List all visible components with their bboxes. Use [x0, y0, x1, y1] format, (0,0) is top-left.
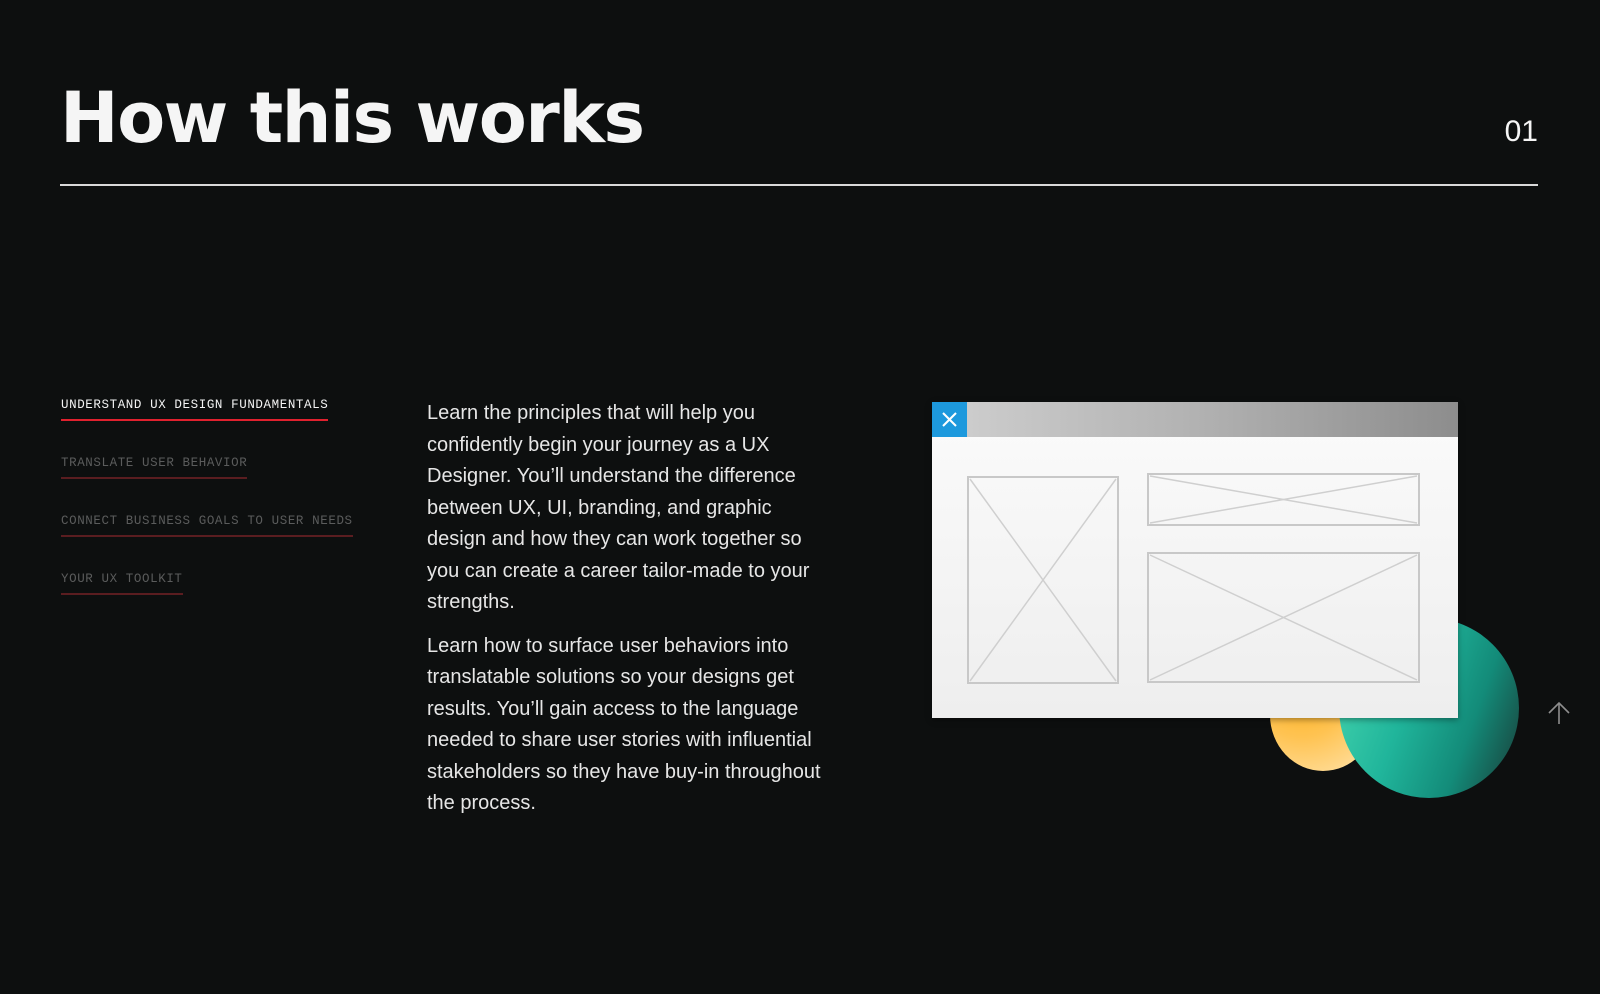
nav-item-ux-fundamentals — [61, 396, 381, 421]
page-number: 01 — [1504, 115, 1538, 148]
image-placeholder-wide — [1147, 552, 1420, 683]
title-divider — [60, 184, 1538, 186]
arrow-up-icon[interactable] — [1546, 700, 1572, 726]
description-paragraph-2: Learn how to surface user behaviors into translatable solutions so your designs get results. You’ll gain access to the language needed to share user stories with influential stakeholders so they have buy-in throughout the process. — [427, 634, 821, 814]
nav-item-business-goals — [61, 512, 381, 537]
section-nav — [61, 396, 381, 628]
nav-link-ux-toolkit[interactable]: YOUR UX TOOLKIT — [61, 572, 183, 595]
nav-item-user-behavior — [61, 454, 381, 479]
window-title-bar — [932, 402, 1458, 437]
nav-item-ux-toolkit — [61, 570, 381, 595]
nav-link-ux-fundamentals[interactable]: UNDERSTAND UX DESIGN FUNDAMENTALS — [61, 398, 328, 421]
nav-link-business-goals[interactable]: CONNECT BUSINESS GOALS TO USER NEEDS — [61, 514, 353, 537]
section-description — [427, 398, 827, 832]
image-placeholder-banner — [1147, 473, 1420, 526]
description-paragraph-1: Learn the principles that will help you confidently begin your journey as a UX Designer. You’ll understand the difference between UX, UI, branding, and graphic design and how they can work together so you can create a career tailor-made to your strengths. — [427, 402, 810, 613]
nav-link-user-behavior[interactable]: TRANSLATE USER BEHAVIOR — [61, 456, 247, 479]
page-title: How this works — [60, 77, 644, 159]
wireframe-window — [932, 402, 1458, 718]
close-icon[interactable] — [932, 402, 967, 437]
wireframe-illustration — [930, 402, 1520, 802]
image-placeholder-tall — [967, 476, 1119, 684]
